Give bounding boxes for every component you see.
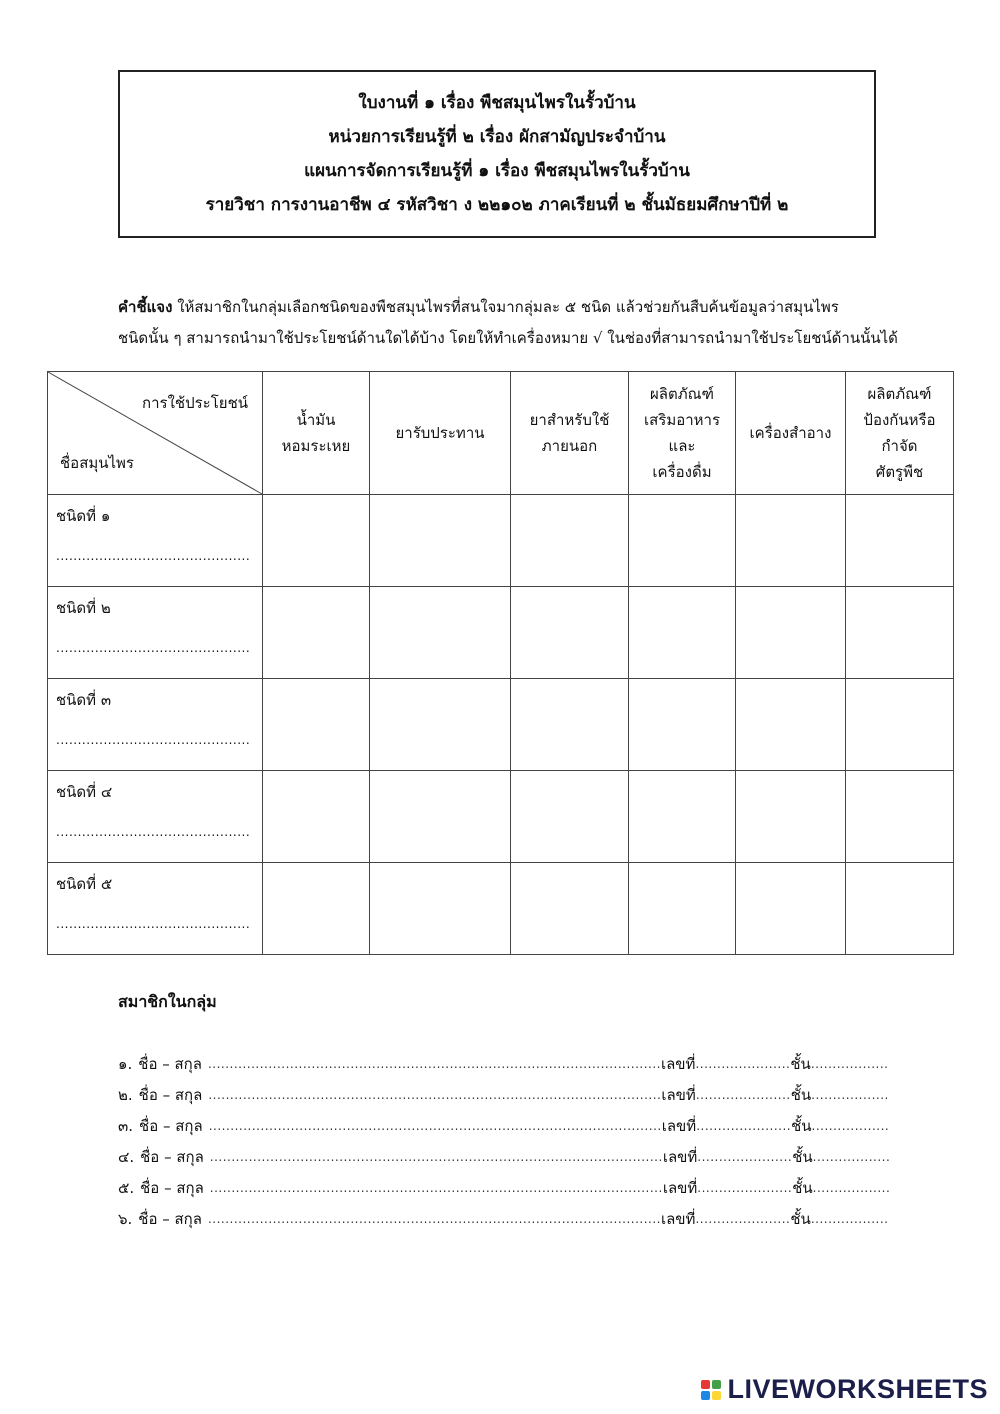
column-header-text: และ <box>668 437 696 455</box>
check-cell[interactable] <box>736 679 846 771</box>
member-class-blank[interactable]: .................. <box>812 1180 891 1195</box>
check-cell[interactable] <box>263 495 370 587</box>
table-row <box>48 863 954 955</box>
column-header-6 <box>846 372 954 495</box>
member-no-label: เลขที่ <box>660 1054 696 1073</box>
member-class-label: ชั้น <box>792 1178 813 1197</box>
members-list <box>118 1048 891 1234</box>
member-class-label: ชั้น <box>790 1054 811 1073</box>
member-class-label: ชั้น <box>790 1209 811 1228</box>
herb-name-blank[interactable]: ............................................. <box>56 641 251 655</box>
check-cell[interactable] <box>846 587 954 679</box>
member-no-label: เลขที่ <box>661 1116 697 1135</box>
check-cell[interactable] <box>263 863 370 955</box>
check-cell[interactable] <box>736 495 846 587</box>
check-cell[interactable] <box>370 863 511 955</box>
member-name-label: ชื่อ – สกุล <box>140 1178 204 1197</box>
check-cell[interactable] <box>511 679 629 771</box>
check-cell[interactable] <box>263 679 370 771</box>
check-cell[interactable] <box>629 771 736 863</box>
check-cell[interactable] <box>736 587 846 679</box>
column-header-text: ยาสำหรับใช้ <box>529 411 610 429</box>
member-no-blank[interactable]: ...................... <box>695 1056 791 1071</box>
member-class-blank[interactable]: .................. <box>811 1087 889 1102</box>
table-row <box>48 679 954 771</box>
learning-unit: หน่วยการเรียนรู้ที่ ๒ เรื่อง ผักสามัญประจำบ้าน <box>328 127 666 147</box>
member-no-blank[interactable]: ...................... <box>697 1180 793 1195</box>
herb-name-blank[interactable]: ............................................. <box>56 733 251 747</box>
member-number: ๓. <box>118 1116 134 1135</box>
column-header-text: ผลิตภัณฑ์ <box>867 385 932 403</box>
member-no-blank[interactable]: ...................... <box>696 1118 792 1133</box>
member-class-blank[interactable]: .................. <box>811 1118 890 1133</box>
liveworksheets-logo <box>701 1374 988 1405</box>
herb-type-label: ชนิดที่ ๒ <box>56 599 111 617</box>
member-no-blank[interactable]: ...................... <box>697 1149 793 1164</box>
column-header-4 <box>629 372 736 495</box>
member-no-label: เลขที่ <box>660 1209 696 1228</box>
member-line <box>118 1203 889 1234</box>
corner-header-cell <box>48 372 263 495</box>
member-name-label: ชื่อ – สกุล <box>138 1085 203 1104</box>
member-number: ๖. <box>118 1209 133 1228</box>
member-line <box>118 1172 891 1203</box>
member-line <box>118 1079 889 1110</box>
member-name-blank[interactable]: ......................................................................................................... <box>208 1118 662 1133</box>
corner-top-label: การใช้ประโยชน์ <box>142 394 248 412</box>
member-no-label: เลขที่ <box>662 1178 698 1197</box>
course-info: รายวิชา การงานอาชีพ ๔ รหัสวิชา ง ๒๒๑๐๒ ภาคเรียนที่ ๒ ชั้นมัธยมศึกษาปีที่ ๒ <box>205 195 789 215</box>
check-cell[interactable] <box>846 495 954 587</box>
column-header-text: ศัตรูพืช <box>875 463 924 481</box>
corner-bottom-label: ชื่อสมุนไพร <box>60 454 134 472</box>
logo-square <box>701 1380 710 1389</box>
check-cell[interactable] <box>629 495 736 587</box>
column-header-text: กำจัด <box>881 437 918 455</box>
check-cell[interactable] <box>511 495 629 587</box>
column-header-text: หอมระเหย <box>281 437 351 455</box>
worksheet-header-box <box>118 70 876 238</box>
check-cell[interactable] <box>370 679 511 771</box>
logo-square <box>712 1391 721 1400</box>
check-cell[interactable] <box>629 863 736 955</box>
table-row <box>48 495 954 587</box>
column-header-text: น้ำมัน <box>296 411 336 429</box>
column-header-text: ผลิตภัณฑ์ <box>650 385 714 403</box>
member-line <box>118 1048 889 1079</box>
check-cell[interactable] <box>370 587 511 679</box>
member-no-blank[interactable]: ...................... <box>695 1211 791 1226</box>
member-class-blank[interactable]: .................. <box>812 1149 891 1164</box>
column-header-text: เสริมอาหาร <box>643 411 721 429</box>
column-header-text: ยารับประทาน <box>395 424 485 442</box>
herb-type-label: ชนิดที่ ๕ <box>56 875 113 893</box>
check-cell[interactable] <box>370 495 511 587</box>
herb-name-blank[interactable]: ............................................. <box>56 917 251 931</box>
check-cell[interactable] <box>263 771 370 863</box>
member-name-label: ชื่อ – สกุล <box>138 1209 202 1228</box>
member-number: ๔. <box>118 1147 135 1166</box>
member-name-blank[interactable]: ......................................................................................................... <box>209 1149 663 1164</box>
member-no-label: เลขที่ <box>661 1085 696 1104</box>
check-cell[interactable] <box>511 587 629 679</box>
check-cell[interactable] <box>736 863 846 955</box>
column-header-text: ภายนอก <box>541 437 598 455</box>
herb-name-blank[interactable]: ............................................. <box>56 549 251 563</box>
instructions-text-1: ให้สมาชิกในกลุ่มเลือกชนิดของพืชสมุนไพรที่สนใจมากลุ่มละ ๕ ชนิด แล้วช่วยกันสืบค้นข้อมูลว่าสมุนไพร <box>172 298 839 316</box>
member-class-blank[interactable]: .................. <box>810 1056 889 1071</box>
logo-square <box>701 1391 710 1400</box>
instructions <box>118 292 948 354</box>
herb-name-cell[interactable] <box>48 771 263 863</box>
members-title: สมาชิกในกลุ่ม <box>118 992 217 1011</box>
check-cell[interactable] <box>370 771 511 863</box>
check-cell[interactable] <box>629 587 736 679</box>
herb-usage-table <box>47 371 954 955</box>
table-row <box>48 771 954 863</box>
check-cell[interactable] <box>511 863 629 955</box>
member-no-label: เลขที่ <box>662 1147 698 1166</box>
member-name-blank[interactable]: ......................................................................................................... <box>207 1211 661 1226</box>
member-number: ๕. <box>118 1178 135 1197</box>
member-name-label: ชื่อ – สกุล <box>138 1054 202 1073</box>
member-name-blank[interactable]: ......................................................................................................... <box>207 1056 661 1071</box>
herb-name-cell[interactable] <box>48 679 263 771</box>
logo-mark-icon <box>701 1380 721 1400</box>
column-header-3 <box>511 372 629 495</box>
column-header-text: ป้องกันหรือ <box>863 411 936 429</box>
herb-name-cell[interactable] <box>48 863 263 955</box>
member-name-blank[interactable]: ......................................................................................................... <box>208 1087 662 1102</box>
member-class-blank[interactable]: .................. <box>810 1211 889 1226</box>
instructions-label: คำชี้แจง <box>118 298 173 316</box>
instructions-line-1 <box>118 292 948 323</box>
check-cell[interactable] <box>846 679 954 771</box>
member-class-label: ชั้น <box>792 1147 813 1166</box>
brand-name: LIVEWORKSHEETS <box>727 1374 988 1404</box>
herb-name-cell[interactable] <box>48 587 263 679</box>
member-class-label: ชั้น <box>790 1085 812 1104</box>
herb-name-cell[interactable] <box>48 495 263 587</box>
member-number: ๑. <box>118 1054 133 1073</box>
check-cell[interactable] <box>629 679 736 771</box>
herb-type-label: ชนิดที่ ๔ <box>56 783 113 801</box>
herb-name-blank[interactable]: ............................................. <box>56 825 251 839</box>
instructions-text-2: ชนิดนั้น ๆ สามารถนำมาใช้ประโยชน์ด้านใดได้บ้าง โดยให้ทำเครื่องหมาย √ ในช่องที่สามารถนำมาใช้ประโยชน์ด้านนั้นได้ <box>118 329 898 347</box>
member-name-label: ชื่อ – สกุล <box>140 1147 204 1166</box>
member-name-label: ชื่อ – สกุล <box>139 1116 203 1135</box>
column-header-5 <box>736 372 846 495</box>
member-line <box>118 1141 891 1172</box>
check-cell[interactable] <box>736 771 846 863</box>
member-name-blank[interactable]: ......................................................................................................... <box>209 1180 663 1195</box>
member-no-blank[interactable]: ...................... <box>695 1087 791 1102</box>
check-cell[interactable] <box>511 771 629 863</box>
herb-type-label: ชนิดที่ ๓ <box>56 691 112 709</box>
column-header-1 <box>263 372 370 495</box>
column-header-text: เครื่องดื่ม <box>652 463 712 481</box>
member-number: ๒. <box>118 1085 133 1104</box>
worksheet-title: ใบงานที่ ๑ เรื่อง พืชสมุนไพรในรั้วบ้าน <box>358 93 636 113</box>
member-line <box>118 1110 890 1141</box>
table-row <box>48 587 954 679</box>
table-header-row <box>48 372 954 495</box>
check-cell[interactable] <box>846 863 954 955</box>
column-header-text: เครื่องสำอาง <box>749 424 832 442</box>
check-cell[interactable] <box>263 587 370 679</box>
check-cell[interactable] <box>846 771 954 863</box>
member-class-label: ชั้น <box>791 1116 812 1135</box>
column-header-2 <box>370 372 511 495</box>
logo-square <box>712 1380 721 1389</box>
herb-type-label: ชนิดที่ ๑ <box>56 507 111 525</box>
lesson-plan: แผนการจัดการเรียนรู้ที่ ๑ เรื่อง พืชสมุนไพรในรั้วบ้าน <box>304 161 690 181</box>
